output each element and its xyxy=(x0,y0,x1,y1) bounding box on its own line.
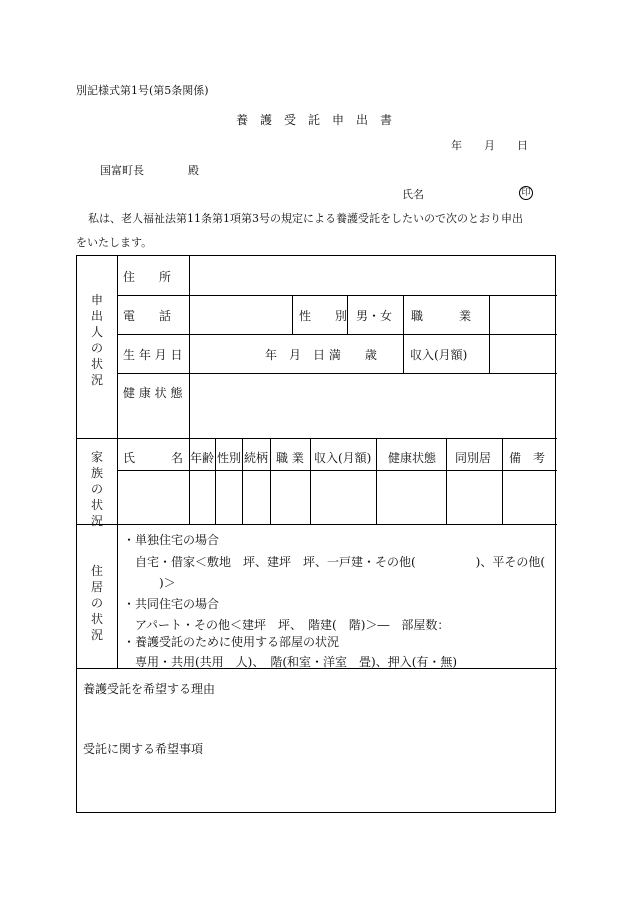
date-line: 年 月 日 xyxy=(451,139,528,152)
family-col-name: 氏 名 xyxy=(123,451,184,465)
family-col-health: 健康状態 xyxy=(388,451,437,465)
residence-line-3: )＞ xyxy=(159,576,176,590)
residence-line-5: アパート・その他＜建坪 坪、 階建( 階)＞― 部屋数： xyxy=(135,618,450,632)
phone-label: 電 話 xyxy=(123,309,172,323)
address-label: 住 所 xyxy=(123,270,172,284)
seal-mark: 印 xyxy=(519,186,533,200)
family-col-sex: 性別 xyxy=(217,451,242,465)
residence-line-6: ・養護受託のために使用する部屋の状況 xyxy=(123,635,340,649)
birthdate-value: 年 月 日 満 歳 xyxy=(265,348,377,362)
request-label: 受託に関する希望事項 xyxy=(83,742,204,756)
form-number: 別記様式第1号(第5条関係) xyxy=(76,84,209,97)
family-col-income: 収入(月額) xyxy=(314,451,372,465)
name-label: 氏名 xyxy=(402,188,424,201)
residence-line-4: ・共同住宅の場合 xyxy=(123,597,220,611)
family-col-relation: 続柄 xyxy=(244,451,269,465)
family-section-label: 家族の状況 xyxy=(90,450,103,528)
form-title: 養 護 受 託 申 出 書 xyxy=(236,113,393,127)
sex-options: 男・女 xyxy=(356,309,393,323)
family-col-residence: 同別居 xyxy=(455,451,492,465)
residence-line-7: 専用・共用(共用 人)、 階(和室・洋室 畳)、押入(有・無) xyxy=(135,655,458,669)
family-col-occupation: 職 業 xyxy=(276,451,304,465)
family-col-age: 年齢 xyxy=(190,451,215,465)
intro-line-2: をいたします。 xyxy=(76,236,153,249)
residence-line-2: 自宅・借家＜敷地 坪、建坪 坪、一戸建・その他( )、平その他( xyxy=(135,555,546,569)
application-form xyxy=(76,255,556,813)
occupation-label: 職 業 xyxy=(411,309,472,323)
applicant-section-label: 申出人の状況 xyxy=(90,293,103,387)
birthdate-label: 生 年 月 日 xyxy=(123,348,183,362)
reason-label: 養護受託を希望する理由 xyxy=(83,682,216,696)
family-col-remarks: 備 考 xyxy=(509,451,546,465)
intro-line-1: 私は、老人福祉法第11条第1項第3号の規定による養護受託をしたいので次のとおり申出 xyxy=(88,212,523,225)
residence-section-label: 住居の状況 xyxy=(90,564,103,642)
health-label: 健 康 状 態 xyxy=(123,386,183,400)
income-label: 収入(月額) xyxy=(410,348,468,362)
residence-line-1: ・単独住宅の場合 xyxy=(123,533,220,547)
addressee: 国富町長 殿 xyxy=(100,164,199,177)
sex-label: 性 別 xyxy=(299,309,348,323)
